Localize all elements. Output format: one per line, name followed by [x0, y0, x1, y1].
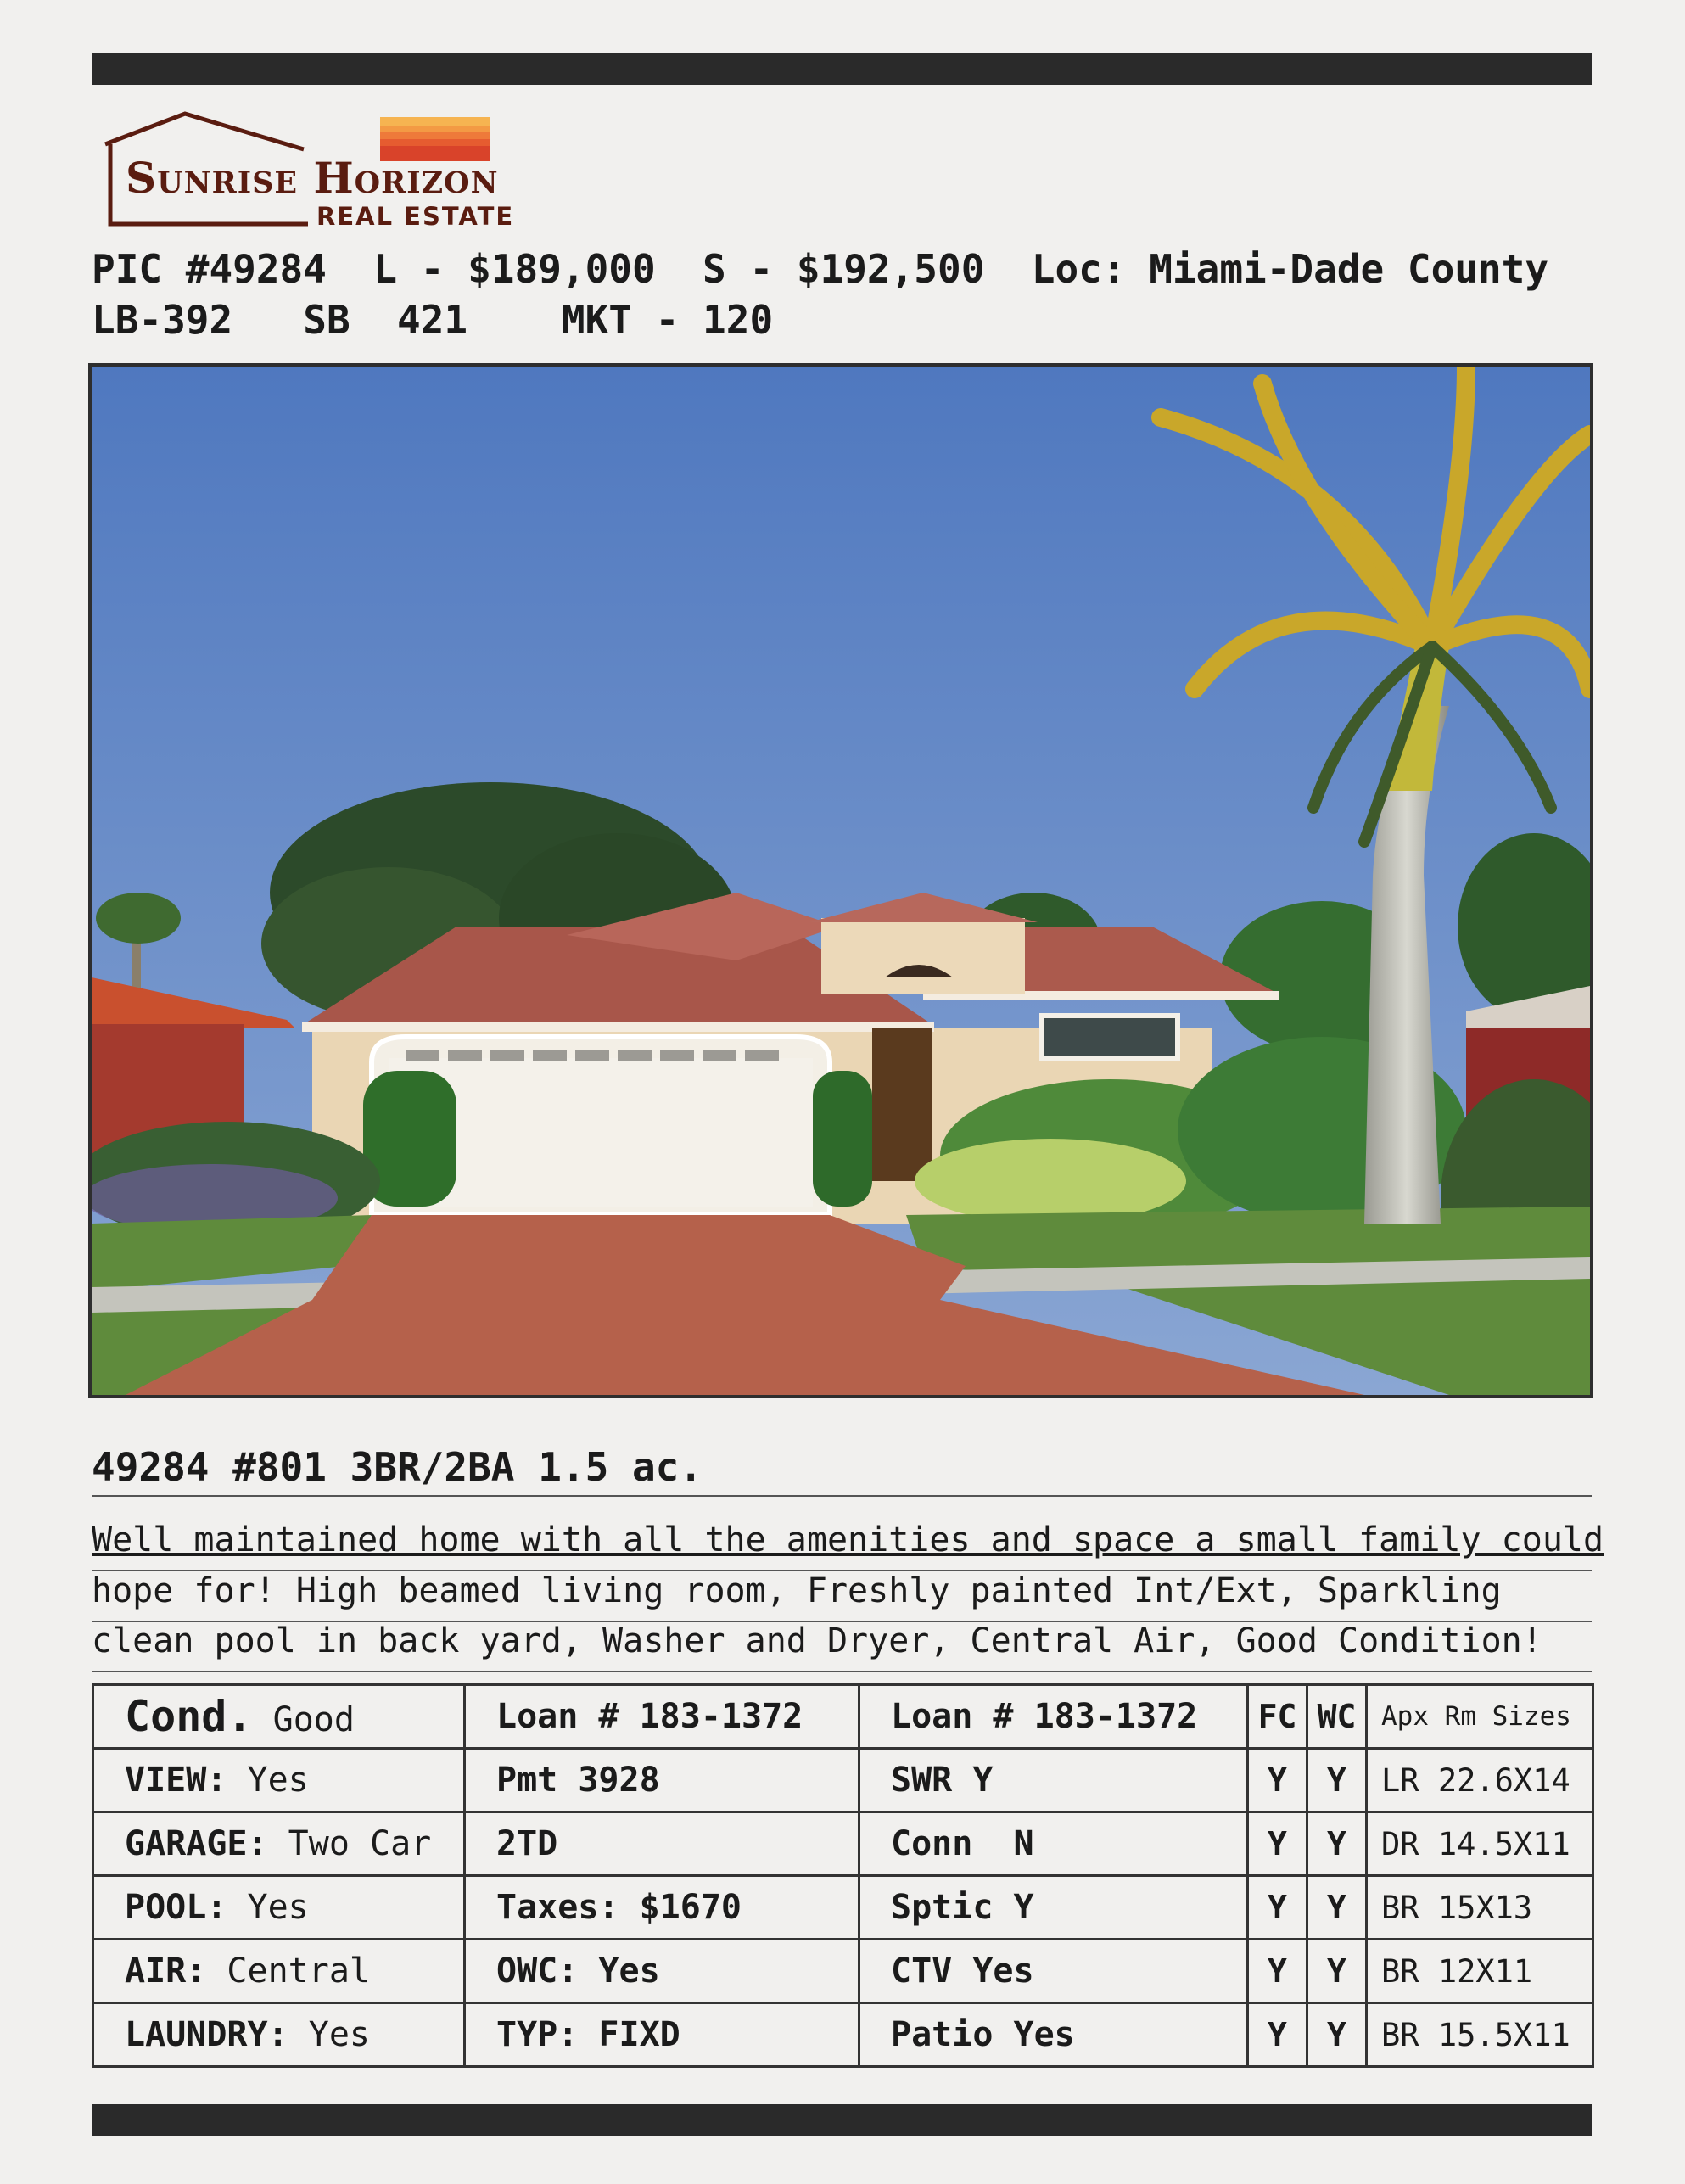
- table-row: [93, 1685, 1593, 1749]
- table-row: [93, 1940, 1593, 2003]
- garage-value: Two Car: [288, 1824, 432, 1863]
- header-line-1: PIC #49284 L - $189,000 S - $192,500 Loc: Miami-Dade County: [92, 246, 1549, 292]
- ctv-cell: CTV Yes: [859, 1940, 1248, 2003]
- payment-cell: Pmt 3928: [465, 1749, 859, 1812]
- logo-subtitle: REAL ESTATE: [316, 202, 515, 231]
- table-row: [93, 1749, 1593, 1812]
- fc-value: Y: [1248, 1749, 1307, 1812]
- property-details-table: [92, 1683, 1594, 2068]
- patio-cell: Patio Yes: [859, 2003, 1248, 2067]
- listing-title: 49284 #801 3BR/2BA 1.5 ac.: [92, 1444, 1592, 1497]
- condition-cell: [93, 1685, 465, 1749]
- type-cell: TYP: FIXD: [465, 2003, 859, 2067]
- garage-cell: [93, 1812, 465, 1876]
- logo-name: Sunrise Horizon: [126, 153, 499, 203]
- wc-header: WC: [1307, 1685, 1367, 1749]
- view-label: VIEW:: [125, 1761, 227, 1800]
- air-label: AIR:: [125, 1952, 207, 1991]
- pool-cell: [93, 1876, 465, 1940]
- laundry-cell: [93, 2003, 465, 2067]
- air-value: Central: [227, 1952, 370, 1991]
- pool-value: Yes: [247, 1888, 309, 1927]
- description-line-3: clean pool in back yard, Washer and Dryer, Central Air, Good Condition!: [92, 1621, 1592, 1672]
- bottom-border-bar: [92, 2104, 1592, 2136]
- room-size: BR 15.5X11: [1367, 2003, 1593, 2067]
- td-cell: 2TD: [465, 1812, 859, 1876]
- fc-value: Y: [1248, 1812, 1307, 1876]
- description-line-1: Well maintained home with all the amenities and space a small family could: [92, 1520, 1592, 1571]
- room-size: BR 12X11: [1367, 1940, 1593, 2003]
- fc-value: Y: [1248, 1876, 1307, 1940]
- owc-cell: OWC: Yes: [465, 1940, 859, 2003]
- garage-label: GARAGE:: [125, 1824, 268, 1863]
- wc-value: Y: [1307, 1812, 1367, 1876]
- laundry-value: Yes: [308, 2015, 370, 2054]
- wc-value: Y: [1307, 1876, 1367, 1940]
- house-photo: [88, 363, 1593, 1398]
- room-sizes-header: Apx Rm Sizes: [1367, 1685, 1593, 1749]
- taxes-cell: Taxes: $1670: [465, 1876, 859, 1940]
- room-size: BR 15X13: [1367, 1876, 1593, 1940]
- condition-label: Cond.: [125, 1692, 253, 1741]
- conn-cell: Conn N: [859, 1812, 1248, 1876]
- wc-value: Y: [1307, 1749, 1367, 1812]
- loan-number-cell-2: Loan # 183-1372: [859, 1685, 1248, 1749]
- header-line-2: LB-392 SB 421 MKT - 120: [92, 297, 774, 343]
- fc-value: Y: [1248, 2003, 1307, 2067]
- room-size: LR 22.6X14: [1367, 1749, 1593, 1812]
- wc-value: Y: [1307, 2003, 1367, 2067]
- wc-value: Y: [1307, 1940, 1367, 2003]
- description-line-2: hope for! High beamed living room, Freshly painted Int/Ext, Sparkling: [92, 1571, 1592, 1622]
- top-border-bar: [92, 53, 1592, 85]
- air-cell: [93, 1940, 465, 2003]
- pool-label: POOL:: [125, 1888, 227, 1927]
- table-row: [93, 2003, 1593, 2067]
- view-value: Yes: [247, 1761, 309, 1800]
- table-row: [93, 1812, 1593, 1876]
- condition-value: Good: [272, 1700, 355, 1739]
- room-size: DR 14.5X11: [1367, 1812, 1593, 1876]
- laundry-label: LAUNDRY:: [125, 2015, 288, 2054]
- table-row: [93, 1876, 1593, 1940]
- company-logo: [100, 109, 541, 236]
- fc-header: FC: [1248, 1685, 1307, 1749]
- view-cell: [93, 1749, 465, 1812]
- fc-value: Y: [1248, 1940, 1307, 2003]
- loan-number-cell: Loan # 183-1372: [465, 1685, 859, 1749]
- sewer-cell: SWR Y: [859, 1749, 1248, 1812]
- septic-cell: Sptic Y: [859, 1876, 1248, 1940]
